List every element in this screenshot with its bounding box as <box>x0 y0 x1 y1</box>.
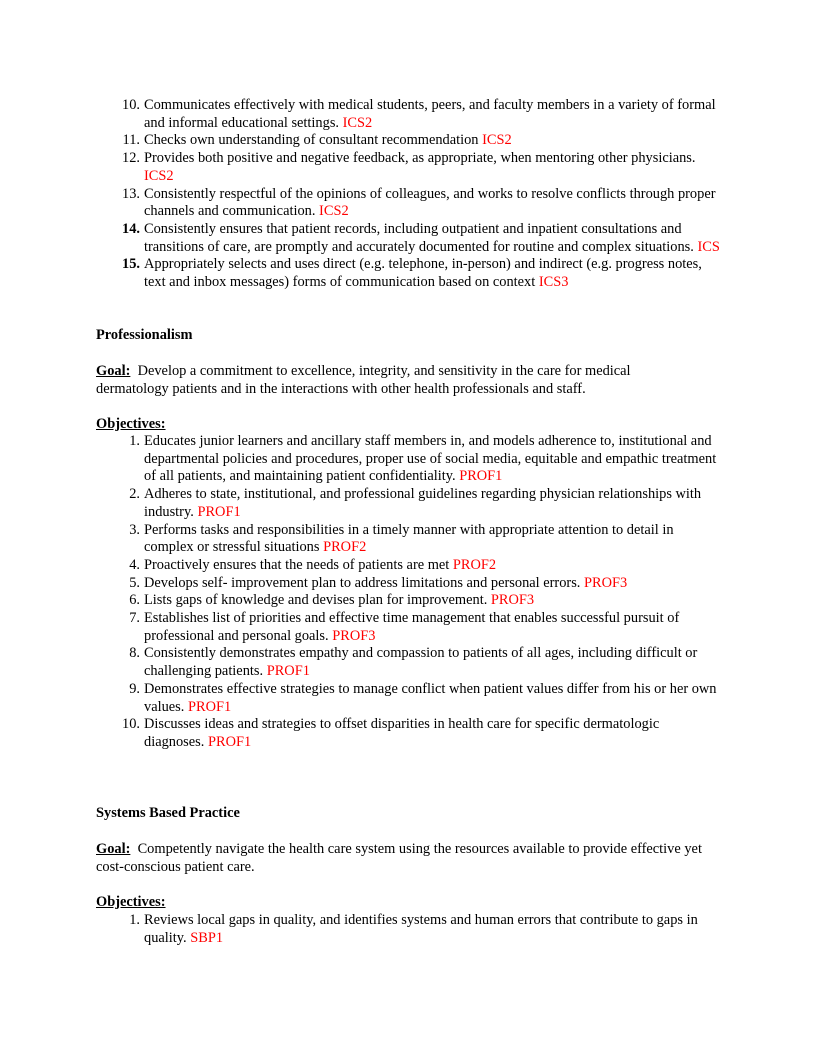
item-text: Lists gaps of knowledge and devises plan for improvement. <box>144 592 488 609</box>
competency-code: PROF3 <box>584 574 628 591</box>
competency-code: ICS2 <box>144 167 174 184</box>
item-text: Appropriately selects and uses direct (e.g. telephone, in-person) and indirect (e.g. progress notes, text and inbox messages) forms of communication based on context <box>144 256 702 291</box>
item-text: Provides both positive and negative feedback, as appropriate, when mentoring other physicians. <box>144 150 696 167</box>
item-number: 13. <box>122 185 140 202</box>
item-text: Educates junior learners and ancillary staff members in, and models adherence to, institutional and departmental policies and procedures, proper use of social media, equitable and empathic treatment of all patients, and maintaining patient confidentiality. <box>144 433 717 485</box>
competency-code: PROF1 <box>187 698 232 715</box>
item-number: 4. <box>129 556 140 573</box>
item-number: 3. <box>129 521 140 538</box>
competency-code: ICS <box>697 238 720 255</box>
item-number: 14. <box>122 220 140 237</box>
competency-code: PROF2 <box>452 556 497 573</box>
systems-objectives-list <box>96 912 721 947</box>
goal-paragraph <box>96 841 706 876</box>
goal-label: Goal: <box>96 841 131 857</box>
item-text: Performs tasks and responsibilities in a timely manner with appropriate attention to detail in complex or stressful situations <box>144 521 674 556</box>
objectives-label: Objectives: <box>96 894 166 910</box>
item-number: 11. <box>122 132 140 149</box>
item-number: 1. <box>129 912 140 928</box>
goal-paragraph <box>96 363 706 398</box>
item-number: 2. <box>129 486 140 503</box>
item-number: 5. <box>129 574 140 591</box>
competency-code: PROF1 <box>266 663 310 680</box>
list-item <box>96 256 721 291</box>
goal-label: Goal: <box>96 363 131 379</box>
list-item <box>96 557 721 575</box>
item-number: 9. <box>129 680 140 697</box>
item-text: Establishes list of priorities and effective time management that enables successful pursuit of professional and personal goals. <box>144 610 680 644</box>
list-item <box>96 645 721 680</box>
goal-text: Competently navigate the health care system using the resources available to provide effective yet cost-conscious patient care. <box>96 841 702 875</box>
competency-code: PROF3 <box>332 627 376 644</box>
list-item <box>96 592 721 610</box>
item-number: 10. <box>122 97 140 113</box>
item-text: Reviews local gaps in quality, and identifies systems and human errors that contribute to gaps in quality. <box>144 912 698 946</box>
competency-code: ICS2 <box>342 114 373 131</box>
item-text: Checks own understanding of consultant recommendation <box>144 132 479 149</box>
list-item <box>96 522 721 557</box>
item-text: Communicates effectively with medical students, peers, and faculty members in a variety of formal and informal educational settings. <box>144 97 716 131</box>
competency-code: ICS3 <box>538 274 569 291</box>
item-number: 10. <box>122 716 140 733</box>
item-text: Demonstrates effective strategies to manage conflict when patient values differ from his or her own values. <box>144 680 717 715</box>
competency-code: PROF1 <box>207 733 252 750</box>
competency-code: ICS2 <box>482 132 512 149</box>
list-item <box>96 186 721 221</box>
competency-code: PROF1 <box>459 468 503 485</box>
item-text: Consistently demonstrates empathy and compassion to patients of all ages, including difficult or challenging patients. <box>144 645 698 680</box>
item-text: Consistently respectful of the opinions of colleagues, and works to resolve conflicts through proper channels and communication. <box>144 185 716 220</box>
item-text: Consistently ensures that patient records, including outpatient and inpatient consultations and transitions of care, are promptly and accurately documented for routine and complex situations. <box>144 220 694 255</box>
professionalism-objectives-list <box>96 433 721 752</box>
item-text: Discusses ideas and strategies to offset disparities in health care for specific dermatologic diagnoses. <box>144 716 660 750</box>
list-item <box>96 97 721 132</box>
item-number: 8. <box>129 645 140 662</box>
objectives-label: Objectives: <box>96 416 166 432</box>
section-heading-professionalism: Professionalism <box>96 327 193 343</box>
list-item <box>96 610 721 645</box>
list-item <box>96 681 721 716</box>
item-number: 6. <box>129 592 140 609</box>
competency-code: PROF2 <box>323 539 367 556</box>
list-item <box>96 221 721 256</box>
list-item <box>96 132 721 150</box>
item-number: 15. <box>122 256 140 273</box>
item-text: Develops self- improvement plan to address limitations and personal errors. <box>144 574 581 591</box>
list-item <box>96 912 721 947</box>
list-item <box>96 486 721 521</box>
competency-code: SBP1 <box>190 929 224 946</box>
competency-code: PROF1 <box>197 503 241 520</box>
section-heading-systems-based-practice: Systems Based Practice <box>96 805 240 821</box>
item-number: 7. <box>129 610 140 627</box>
item-number: 1. <box>129 433 140 449</box>
list-item <box>96 150 721 185</box>
ics-objectives-list <box>96 97 721 292</box>
competency-code: PROF3 <box>490 592 535 609</box>
item-text: Proactively ensures that the needs of patients are met <box>144 556 450 573</box>
list-item <box>96 433 721 486</box>
competency-code: ICS2 <box>319 203 349 220</box>
item-number: 12. <box>122 150 140 167</box>
list-item <box>96 716 721 751</box>
goal-text: Develop a commitment to excellence, integrity, and sensitivity in the care for medical dermatology patients and in the interactions with other health professionals and staff. <box>96 363 631 397</box>
list-item <box>96 575 721 593</box>
item-text: Adheres to state, institutional, and professional guidelines regarding physician relationships with industry. <box>144 486 702 520</box>
